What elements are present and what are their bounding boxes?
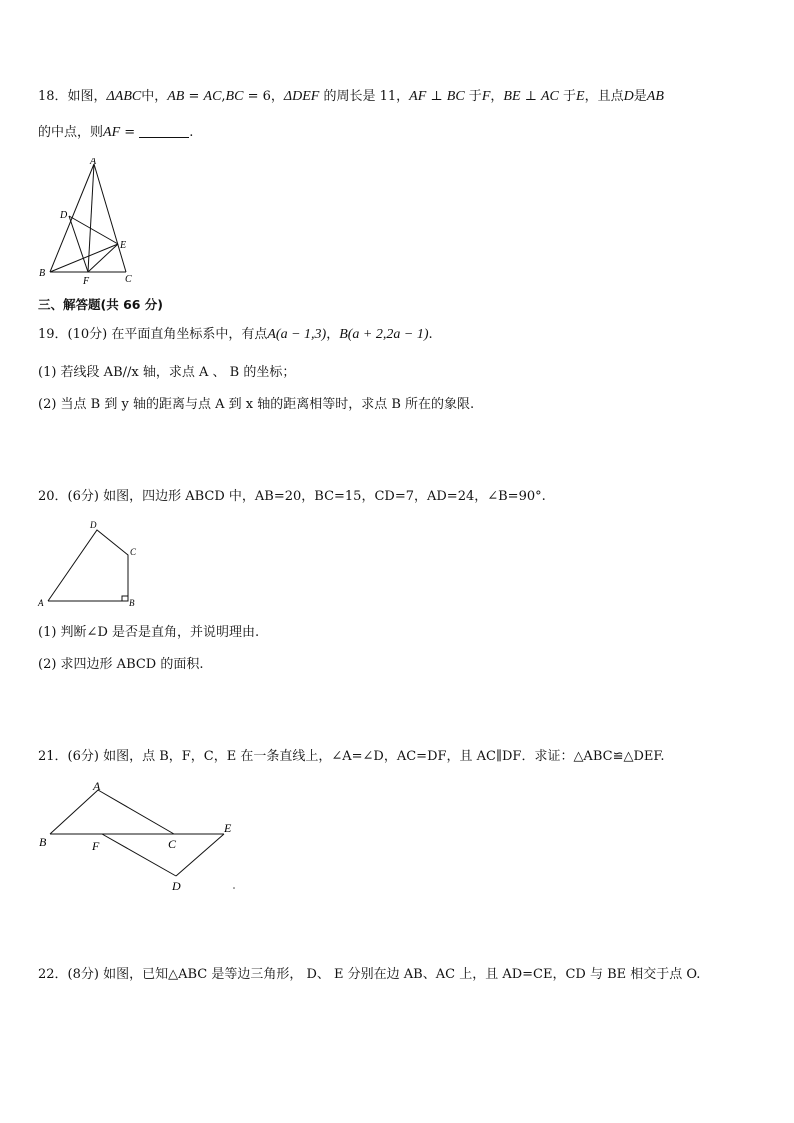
label-b: B <box>39 835 47 849</box>
label-c: C <box>130 547 137 557</box>
label-b: B <box>39 268 46 279</box>
label-d: D <box>90 520 97 530</box>
label-d: D <box>60 210 68 221</box>
label-a: A <box>38 598 44 608</box>
label-c: C <box>168 837 177 851</box>
q22-head: 22．(8分) 如图，已知△ABC 是等边三角形， D、 E 分别在边 AB、AC 上，且 AD=CE，CD 与 BE 相交于点 O. <box>38 967 701 982</box>
label-b: B <box>129 598 135 608</box>
label-a: A <box>93 779 101 793</box>
label-a: A <box>90 158 97 167</box>
q20-sub1: (1) 判断∠D 是否是直角，并说明理由. <box>38 625 260 640</box>
q19-sub2: (2) 当点 B 到 y 轴的距离与点 A 到 x 轴的距离相等时，求点 B 所在的象限. <box>38 397 475 412</box>
answer-blank[interactable] <box>139 125 189 138</box>
label-e: E <box>120 240 127 251</box>
label-c: C <box>125 274 132 285</box>
q19-sub1: (1) 若线段 AB//x 轴，求点 A 、 B 的坐标； <box>38 365 296 380</box>
label-d: D <box>172 879 181 893</box>
q18-line1: 18．如图，ΔABC中，AB = AC,BC = 6，ΔDEF 的周长是 11，AF ⊥ BC 于F，BE ⊥ AC 于E，且点D是AB <box>38 89 664 104</box>
q21-head: 21．(6分) 如图，点 B，F，C，E 在一条直线上，∠A=∠D，AC=DF，且 AC∥DF．求证：△ABC≌△DEF. <box>38 749 665 764</box>
label-f: F <box>92 839 100 853</box>
q21-figure <box>36 776 246 896</box>
q18-line2: 的中点，则AF = . <box>38 125 194 140</box>
q20-head: 20．(6分) 如图，四边形 ABCD 中，AB=20，BC=15，CD=7，AD=24，∠B=90°. <box>38 489 546 504</box>
label-f: F <box>83 276 90 287</box>
q20-sub2: (2) 求四边形 ABCD 的面积. <box>38 657 204 672</box>
section-header: 三、解答题(共 66 分) <box>38 297 164 312</box>
q18-figure <box>36 158 146 288</box>
q20-figure <box>36 518 146 613</box>
q19-head: 19．(10分) 在平面直角坐标系中，有点A(a − 1,3)，B(a + 2,2a − 1). <box>38 327 433 342</box>
label-e: E <box>224 821 232 835</box>
